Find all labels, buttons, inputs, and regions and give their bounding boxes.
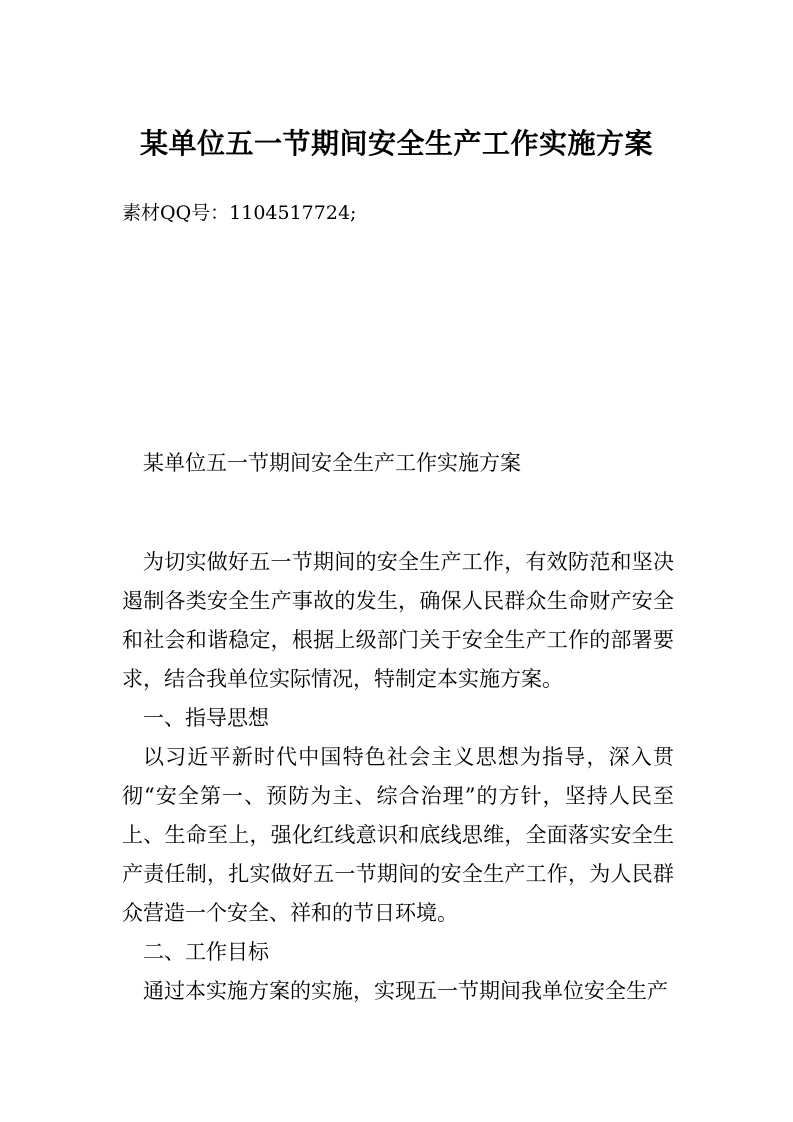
work-goals-paragraph: 通过本实施方案的实施，实现五一节期间我单位安全生产 <box>143 979 668 1003</box>
section-heading-work-goals: 二、工作目标 <box>143 940 269 964</box>
section-heading-guiding-ideology: 一、指导思想 <box>143 706 269 730</box>
guiding-ideology-paragraph: 以习近平新时代中国特色社会主义思想为指导，深入贯彻“安全第一、预防为主、综合治理”的方针，坚持人民至上、生命至上，强化红线意识和底线思维，全面落实安全生产责任制，扎实做好五一节期间的安全生产工作，为人民群众营造一个安全、祥和的节日环境。 <box>122 745 674 925</box>
document-body <box>122 444 674 1011</box>
document-subtitle: 某单位五一节期间安全生产工作实施方案 <box>143 451 521 475</box>
document-title: 某单位五一节期间安全生产工作实施方案 <box>139 127 653 160</box>
intro-paragraph: 为切实做好五一节期间的安全生产工作，有效防范和坚决遏制各类安全生产事故的发生，确保人民群众生命财产安全和社会和谐稳定，根据上级部门关于安全生产工作的部署要求，结合我单位实际情况，特制定本实施方案。 <box>122 550 674 691</box>
source-line: 素材QQ号：1104517724; <box>122 202 357 224</box>
